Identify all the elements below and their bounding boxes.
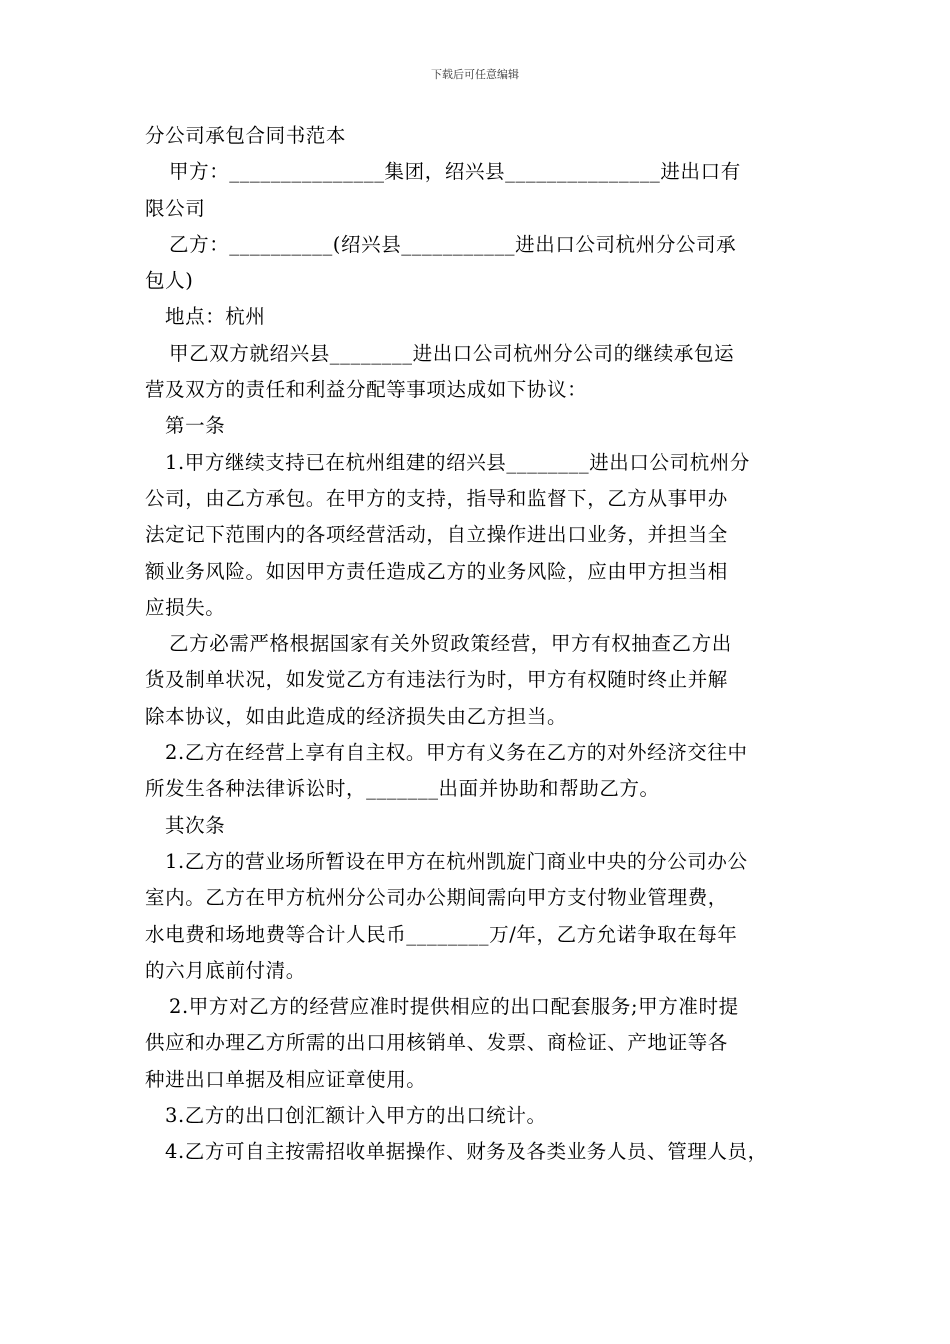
text-line: 第一条: [165, 414, 226, 438]
header-note: 下载后可任意编辑: [431, 68, 519, 81]
text-line: 额业务风险。如因甲方责任造成乙方的业务风险，应由甲方担当相: [145, 559, 728, 583]
text-line: 的六月底前付清。: [145, 958, 306, 982]
text-line: 所发生各种法律诉讼时，_______出面并协助和帮助乙方。: [145, 777, 660, 801]
text-line: 3.乙方的出口创汇额计入甲方的出口统计。: [165, 1104, 547, 1128]
text-line: 甲方：_______________集团，绍兴县_______________进出口有: [169, 160, 741, 184]
text-line: 室内。乙方在甲方杭州分公司办公期间需向甲方支付物业管理费，: [145, 886, 728, 910]
text-line: 供应和办理乙方所需的出口用核销单、发票、商检证、产地证等各: [145, 1031, 728, 1055]
text-line: 包人): [145, 269, 194, 293]
text-line: 2.乙方在经营上享有自主权。甲方有义务在乙方的对外经济交往中: [165, 741, 748, 765]
text-line: 水电费和场地费等合计人民币________万/年，乙方允诺争取在每年: [145, 922, 738, 946]
text-line: 2.甲方对乙方的经营应准时提供相应的出口配套服务;甲方准时提: [169, 995, 739, 1019]
text-line: 应损失。: [145, 595, 226, 619]
text-line: 4.乙方可自主按需招收单据操作、财务及各类业务人员、管理人员，: [165, 1140, 768, 1164]
text-line: 法定记下范围内的各项经营活动，自立操作进出口业务，并担当全: [145, 523, 728, 547]
text-line: 其次条: [165, 813, 226, 837]
text-line: 甲乙双方就绍兴县________进出口公司杭州分公司的继续承包运: [169, 341, 735, 365]
text-line: 1.乙方的营业场所暂设在甲方在杭州凯旋门商业中央的分公司办公: [165, 849, 748, 873]
text-line: 乙方必需严格根据国家有关外贸政策经营，甲方有权抽查乙方出: [169, 632, 732, 656]
text-line: 货及制单状况，如发觉乙方有违法行为时，甲方有权随时终止并解: [145, 668, 728, 692]
contract-body: [145, 118, 810, 1171]
text-line: 乙方：__________(绍兴县___________进出口公司杭州分公司承: [169, 232, 737, 256]
text-line: 限公司: [145, 196, 206, 220]
text-line: 除本协议，如由此造成的经济损失由乙方担当。: [145, 704, 568, 728]
text-line: 地点：杭州: [165, 305, 266, 329]
text-line: 公司，由乙方承包。在甲方的支持，指导和监督下，乙方从事甲办: [145, 486, 728, 510]
text-line: 1.甲方继续支持已在杭州组建的绍兴县________进出口公司杭州分: [165, 450, 751, 474]
text-line: 营及双方的责任和利益分配等事项达成如下协议：: [145, 378, 588, 402]
text-line: 分公司承包合同书范本: [145, 124, 347, 147]
text-line: 种进出口单据及相应证章使用。: [145, 1067, 427, 1091]
